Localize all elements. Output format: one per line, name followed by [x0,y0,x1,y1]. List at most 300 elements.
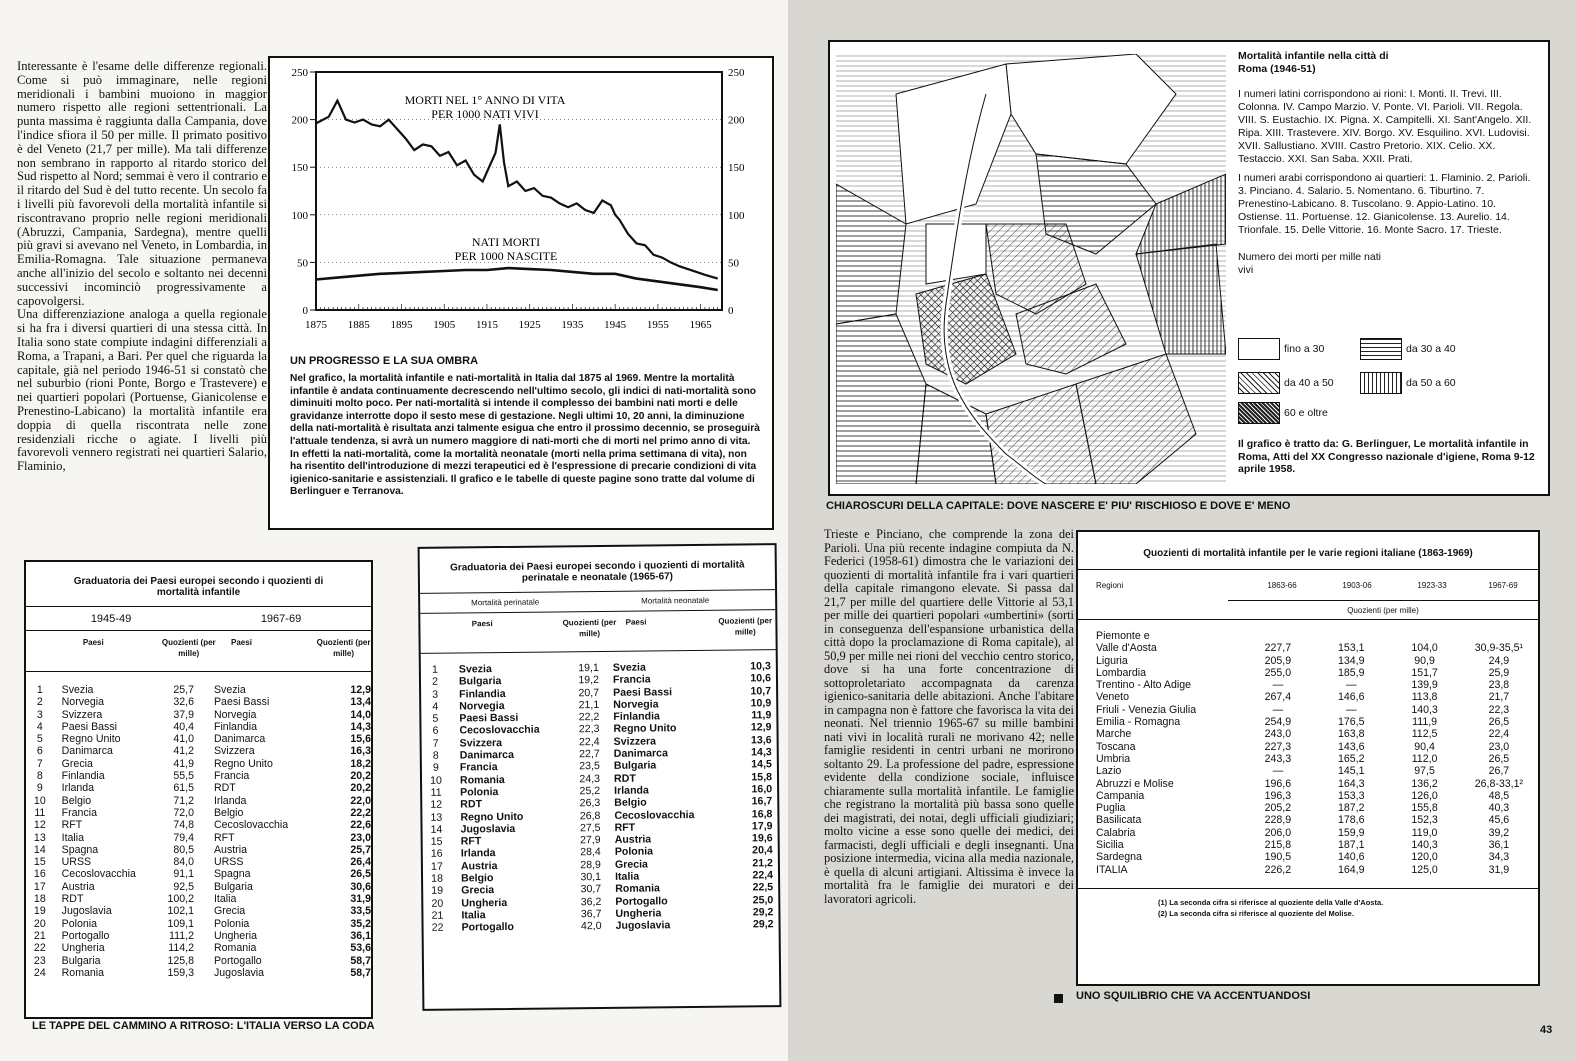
value-cell: 26,5 [350,868,371,881]
value-cell: 140,6 [1337,851,1365,864]
rank-cell: 19 [33,905,46,918]
end-mark [1054,994,1063,1003]
table-body [26,684,371,979]
x-tick-label: 1935 [561,319,584,331]
value-cell: 20,4 [752,844,773,857]
period-header: 1945-49 [90,613,132,625]
table-row [26,955,371,967]
y-tick-label-right: 50 [728,257,739,270]
value-cell: 159,9 [1337,826,1365,839]
table-row [1078,851,1538,863]
value-cell: 22,2 [350,806,371,819]
mortality-line-chart [270,58,772,358]
value-cell: 125,0 [1411,863,1438,876]
column-header: 1967-69 [1488,581,1518,590]
rank-cell: 12 [33,819,46,832]
table-row [26,721,371,733]
rank-cell: 20 [33,917,46,930]
table-row [1078,790,1538,802]
value-cell: 30,6 [350,880,371,893]
value-cell: 14,3 [350,720,371,733]
value-cell: 22,4 [1488,728,1510,741]
table-row [1078,667,1538,679]
rank-cell: 11 [430,786,442,799]
value-cell: 19,6 [751,832,773,845]
value-cell: 25,7 [173,684,194,696]
country-cell: Portogallo [61,929,110,942]
value-cell: 84,0 [173,856,194,869]
x-tick-label: 1895 [390,319,413,331]
country-cell: Italia [614,870,640,883]
country-cell: Francia [612,673,651,687]
value-cell: 112,5 [1411,728,1438,741]
rank-cell: 1 [36,684,43,696]
value-cell: 74,8 [173,819,194,832]
value-cell: 163,8 [1337,728,1365,741]
legend-item: fino a 30 [1238,338,1324,360]
value-cell: 25,0 [752,893,774,907]
value-cell: 41,9 [173,757,194,770]
rank-cell: 3 [432,688,439,701]
rank-cell: 9 [36,782,43,795]
value-cell: 114,2 [168,942,194,955]
column-header: 1903-06 [1342,581,1372,590]
value-cell: 24,3 [579,772,601,785]
value-cell: 185,9 [1337,666,1365,679]
legend-item: da 30 a 40 [1360,338,1456,360]
table-body [1078,630,1538,876]
value-cell: 111,2 [169,929,194,942]
map-text: I numeri arabi corrispondono ai quartieri: 1. Flaminio. 2. Parioli. 3. Pinciano. 4. Salario. 5. Nomentano. 6. Tiburtino. 7. Prenestino-Labicano. 8. Tuscolano. 9. Appio-Latino. 10. Ostiense. 11. Portuense. 12. Gianicolense. 13. Aurelio. 14. Trionfale. 15. Delle Vittorie. 16. Monte Sacro. 17. Trieste. [1238,172,1531,236]
value-cell: 25,9 [1488,666,1510,679]
rank-cell: 14 [430,823,443,836]
value-cell: 40,3 [1488,802,1510,815]
value-cell: 28,9 [580,858,601,871]
country-cell: Regno Unito [460,810,524,824]
value-cell: 39,2 [1488,826,1510,839]
region-cell: Calabria [1096,826,1136,839]
region-cell: Sardegna [1096,851,1142,864]
value-cell: 155,8 [1411,802,1438,815]
country-cell: Polonia [614,845,654,859]
value-cell: 48,5 [1488,789,1510,802]
rank-cell: 6 [36,745,43,758]
value-cell: 12,9 [350,684,371,696]
legend-swatch [1360,338,1402,360]
map-text: I numeri latini corrispondono ai rioni: I. Monti. II. Trevi. III. Colonna. IV. Campo Marzio. V. Ponte. VI. Parioli. VII. Regola. VIII. S. Eustachio. IX. Pigna. X. Campitelli. XI. Sant'Angelo. XII. Ripa. XIII. Trastevere. XIV. Borgo. XV. Esquilino. XVI. Ludovisi. XVII. Sallustiano. XVIII. Castro Pretorio. XIX. Celio. XX. Testaccio. XXI. San Saba. XXII. Prati. [1238,88,1532,165]
country-cell: Norvegia [459,699,505,713]
country-cell: Francia [459,761,498,774]
table-title: Graduatoria dei Paesi europei secondo i quozienti di mortalità perinatale e neonatale (1965-67) [449,559,745,584]
value-cell: 33,5 [350,905,371,918]
y-tick-label-right: 100 [728,209,745,222]
table-title: Graduatoria dei Paesi europei secondo i quozienti di mortalità infantile [73,576,324,598]
value-cell: — [1345,703,1357,716]
country-cell: Spagna [61,843,99,856]
value-cell: 58,7 [350,966,371,979]
infant-mortality-ranking-table [24,560,373,1019]
country-cell: Finlandia [613,710,660,724]
value-cell [1389,630,1459,642]
country-cell: Jugoslavia [213,966,265,979]
value-cell: 22,3 [1488,703,1510,716]
rank-cell: 1 [431,663,438,676]
y-tick-label-right: 150 [728,162,745,175]
map-title: Mortalità infantile nella città di Roma (1946-51) [1238,50,1389,75]
value-cell: 72,0 [173,806,194,819]
value-cell: 187,1 [1337,839,1365,852]
value-cell: 111,9 [1412,716,1438,729]
country-cell: Svezia [458,663,492,676]
table-row [26,942,371,954]
country-cell: Svezia [61,684,94,696]
value-cell: 30,1 [580,871,602,884]
country-cell: Grecia [614,858,648,871]
region-cell: Sicilia [1096,839,1124,852]
table-row [1078,814,1538,826]
country-cell: Romania [459,773,505,787]
value-cell: 29,2 [752,918,774,931]
value-cell: 36,1 [1488,839,1510,852]
region-cell: Lazio [1096,765,1122,778]
y-tick-label: 100 [291,209,308,222]
column-header: Quozienti (per mille) [562,617,617,639]
rank-cell: 22 [33,942,46,955]
subheader: Quozienti (per mille) [1347,606,1419,615]
country-cell: Danimarca [459,748,515,762]
value-cell: 92,5 [173,880,194,893]
region-cell: Emilia - Romagna [1096,716,1181,729]
right-page [788,0,1576,1061]
table-row [26,918,371,930]
rank-cell: 14 [33,843,46,856]
value-cell: 34,3 [1488,851,1510,864]
table-row [1078,630,1538,642]
x-tick-label: 1915 [475,319,498,331]
country-cell: Norvegia [613,698,659,711]
country-cell: Polonia [213,917,250,930]
value-cell: — [1272,679,1284,692]
value-cell: 30,9-35,5¹ [1474,642,1524,655]
value-cell: 26,3 [579,797,601,810]
y-tick-label: 200 [291,114,308,127]
value-cell: 145,1 [1337,765,1365,778]
map-heading: CHIAROSCURI DELLA CAPITALE: DOVE NASCERE E' PIU' RISCHIOSO E DOVE E' MENO [826,500,1291,512]
value-cell: 196,3 [1264,789,1292,802]
value-cell: 97,5 [1414,765,1435,778]
legend-title: Numero dei morti per mille nati vivi [1238,251,1381,276]
region-cell: Liguria [1096,654,1128,667]
country-cell: Polonia [61,917,97,930]
rank-cell: 22 [431,921,444,934]
value-cell: 16,3 [350,745,371,758]
x-tick-label: 1875 [305,319,327,331]
value-cell: 26,5 [1488,752,1510,765]
country-cell: Regno Unito [213,757,273,770]
value-cell: 28,4 [580,846,601,859]
rank-cell: 7 [36,757,43,770]
country-cell: Jugoslavia [460,822,516,836]
value-cell: 243,3 [1264,752,1292,765]
value-cell: 29,2 [752,906,774,919]
value-cell: 243,0 [1264,728,1292,741]
value-cell: 22,5 [752,881,774,894]
series-label: NATI MORTI [471,235,541,249]
value-cell: 22,3 [578,723,600,736]
value-cell: 206,0 [1264,826,1292,839]
value-cell: 25,7 [350,843,371,856]
country-cell: Cecoslovacchia [61,868,136,881]
country-cell: Paesi Bassi [213,696,270,709]
legend-swatch [1360,372,1402,394]
rank-cell: 15 [33,856,46,869]
country-cell: Austria [61,880,95,893]
rank-cell: 3 [36,708,43,721]
value-cell: 22,2 [578,711,600,724]
country-cell: Norvegia [213,708,257,721]
value-cell: 16,0 [751,783,773,796]
rank-cell: 9 [432,762,439,775]
region-cell: Trentino - Alto Adige [1096,679,1192,692]
value-cell: 159,3 [167,966,194,979]
table-row [26,684,371,696]
region-cell: Basilicata [1096,814,1142,827]
stillbirth-line [316,268,718,290]
value-cell: 21,2 [752,856,773,870]
value-cell [1313,630,1389,642]
country-cell: Danimarca [61,745,113,758]
value-cell: 22,0 [350,794,371,807]
country-cell: Ungheria [461,896,508,910]
country-cell: Bulgaria [613,759,657,773]
paragraph: Trieste e Pinciano, che comprende la zona dei Parioli. Una più recente indagine compiuta da N. Federici (1958-61) dimostra che le variazioni dei quozienti di mortalità infantile fra i vari quartieri della capitale rimangono elevate. Si passa dal 21,7 per mille del quartiere delle Vittorie al 53,1 per mille dei quartieri popolari «umbertini» (sorti in conseguenza dell'espansione urbanistica della città dopo la proclamazione di Roma capitale), al 50,9 per mille nei rioni del vecchio centro storico, dove si ha una forte concentrazione di sottoproletariato accompagnata da carenza igienico-sanitaria delle abitazioni. Anche l'abitare in campagna non è fattore che favorisca la vita dei neonati. Nel triennio 1965-67 su mille bambini nati vivi in località rurali ne morivano 42; nelle famiglie residenti in centri urbani ne morirono soltanto 29. La professione del padre, espressione evidente della condizione sociale, influisce chiaramente sulla mortalità infantile. Le famiglie che registrano la mortalità più bassa sono quelle dei magistrati, dei notai, degli ufficiali giudiziari; molto vicine a esse sono quelle dei medici, dei farmacisti, degli ufficiali e degli insegnanti. Una posizione intermedia, vicina alla media nazionale, è quella di alcuni artigiani. Altissima è invece la mortalità fra le famiglie dei muratori e dei lavoratori agricoli. [824,527,1074,906]
map-source: Il grafico è tratto da: G. Berlinguer, Le mortalità infantile in Roma, Atti del XX Congresso nazionale d'igiene, Roma 9-12 aprile 1958. [1238,438,1535,475]
value-cell: 27,5 [579,821,601,835]
value-cell: 30,7 [580,883,602,896]
page-number: 43 [1540,1024,1553,1036]
legend-swatch [1238,338,1280,360]
chart-caption: Nel grafico, la mortalità infantile e nati-mortalità in Italia dal 1875 al 1969. Mentre la mortalità infantile è andata continuamente decrescendo nell'ultimo secolo, gli indici di nati-mortalità sono diminuiti molto poco. Per nati-mortalità si intende il complesso dei bambini nati morti e delle gravidanze interrotte dopo il sesto mese di gestazione. Negli ultimi 10, 20 anni, la diminuzione della nati-mortalità è risultata anzi talmente esigua che entro il prossimo decennio, se proseguirà l'attuale tendenza, si avrà un numero maggiore di nati-morti che di morti nel primo anno di vita. In effetti la nati-mortalità, come la mortalità neonatale (morti nella prima settimana di vita), non ha risentito dell'introduzione di mezzi terapeutici ed è l'espressione di precarie condizioni di vita igienico-sanitarie e assistenziali. Il grafico e le tabelle di queste pagine sono tratte dal volume di Berlinguer e Terranova. [290,373,760,498]
country-cell: Polonia [460,786,499,799]
country-cell: RDT [213,782,236,795]
value-cell: — [1272,765,1284,778]
country-cell: RFT [460,835,482,848]
table-row [26,807,371,819]
value-cell: 113,8 [1411,691,1438,704]
rank-cell: 6 [432,725,439,738]
table-row [1078,778,1538,790]
rank-cell: 8 [432,749,439,762]
value-cell: 25,2 [579,784,601,798]
country-cell: Ungheria [213,929,257,942]
country-cell: URSS [213,856,244,869]
value-cell: 15,6 [350,733,371,746]
group-header: Mortalità perinatale [471,597,540,608]
period-header: 1967-69 [260,613,302,625]
column-header: Paesi [231,638,252,647]
table-row [26,967,371,979]
value-cell: 178,6 [1337,814,1365,827]
value-cell: 27,9 [579,834,601,847]
table-row [1078,716,1538,728]
rank-cell: 21 [431,909,444,922]
table-row [26,856,371,868]
group-header: Mortalità neonatale [641,595,710,606]
value-cell: 31,9 [350,893,371,906]
table-row [1078,728,1538,740]
note: (2) La seconda cifra si riferisce al quoziente del Molise. [1158,908,1354,918]
right-body-text [824,528,1074,1002]
country-cell: Italia [213,893,237,906]
region-cell: Puglia [1096,802,1126,815]
value-cell: 42,0 [580,920,602,933]
country-cell: Francia [213,770,250,783]
table-row [1078,753,1538,765]
y-tick-label: 50 [297,257,308,270]
rank-cell: 20 [431,897,444,910]
country-cell: RFT [61,819,83,832]
value-cell: 31,9 [1488,863,1510,876]
table-row [26,795,371,807]
value-cell: 226,2 [1264,863,1292,876]
series-label: PER 1000 NASCITE [454,249,558,263]
country-cell: Paesi Bassi [459,712,519,725]
legend-swatch [1238,372,1280,394]
value-cell [1460,630,1538,642]
value-cell: 61,5 [173,782,194,795]
country-cell: Italia [461,909,486,922]
value-cell: 215,8 [1264,839,1292,852]
value-cell: 109,1 [167,917,194,930]
value-cell: 80,5 [173,843,194,856]
value-cell: 36,7 [580,907,602,921]
table-row [26,930,371,942]
table-row [1078,839,1538,851]
value-cell: 23,8 [1488,679,1510,692]
value-cell: 254,9 [1264,716,1292,729]
rank-cell: 13 [430,811,443,824]
value-cell: 26,4 [350,856,371,869]
value-cell: 91,1 [173,868,194,881]
rank-cell: 7 [432,737,439,750]
value-cell: — [1345,679,1357,692]
value-cell: 10,6 [750,672,772,685]
value-cell: 22,7 [579,748,600,761]
value-cell: 102,1 [167,905,194,918]
value-cell: 267,4 [1264,691,1292,704]
table-row [26,881,371,893]
country-cell: Austria [213,843,247,856]
rank-cell: 13 [33,831,46,844]
value-cell: 112,0 [1411,752,1438,765]
country-cell: Portogallo [461,921,515,934]
value-cell: 55,5 [173,770,194,783]
country-cell: Romania [61,966,105,979]
country-cell: Francia [61,806,97,819]
rank-cell: 4 [432,700,439,713]
country-cell: Belgio [614,796,647,810]
value-cell: 79,4 [173,831,194,844]
value-cell: 140,3 [1411,839,1438,852]
country-cell: Svezia [213,684,246,696]
value-cell: 22,4 [578,735,600,748]
region-cell: Toscana [1096,740,1136,753]
column-header: 1863-66 [1267,581,1297,590]
value-cell: 41,0 [173,733,194,746]
country-cell: Finlandia [459,687,506,701]
region-cell: ITALIA [1096,863,1128,876]
rank-cell: 21 [33,929,46,942]
value-cell: 37,9 [173,708,194,721]
legend-item: da 40 a 50 [1238,372,1334,394]
rank-cell: 18 [431,872,444,885]
region-cell: Lombardia [1096,666,1147,679]
country-cell: Paesi Bassi [61,720,118,733]
value-cell: 90,9 [1414,654,1435,667]
rank-cell: 4 [36,720,43,733]
table-row [26,758,371,770]
paragraph: Una differenziazione analoga a quella regionale si ha fra i diversi quartieri di una stessa città. In Italia sono state compiute indagini differenziali a Roma, a Trapani, a Bari. Per quel che riguarda la capitale, già nel periodo 1946-51 si constatò che nel suburbio (rioni Ponte, Borgo e Trastevere) e nei quartieri popolari (Portuense, Gianicolense e Prenestino-Labicano) la mortalità infantile era doppia di quella riscontrata nelle zone residenziali ricche o agiate. I livelli più favorevoli vennero registrati nei quartieri Salario, Flaminio, [17,307,267,474]
column-header: Quozienti (per mille) [316,638,371,658]
value-cell: 23,5 [579,760,600,773]
value-cell: 153,3 [1337,789,1365,802]
region-cell: Friuli - Venezia Giulia [1096,703,1197,716]
value-cell: 164,3 [1337,777,1365,790]
value-cell: 143,6 [1337,740,1365,753]
value-cell: 26,7 [1488,765,1510,778]
value-cell: 22,4 [752,869,774,882]
value-cell: 10,3 [750,660,771,673]
table-row [26,696,371,708]
column-header: Paesi [625,617,647,627]
country-cell: Irlanda [614,784,649,797]
country-cell: RDT [460,798,483,811]
rank-cell: 24 [33,966,46,979]
country-cell: Cecoslovacchia [213,819,289,832]
value-cell: 32,6 [173,696,194,709]
chart-caption-block [290,355,760,499]
country-cell: Belgio [460,872,494,885]
legend-item: da 50 a 60 [1360,372,1456,394]
column-header: Quozienti (per mille) [718,616,773,637]
rank-cell: 17 [33,880,46,893]
country-cell: Bulgaria [458,675,502,688]
value-cell: 71,2 [173,794,194,807]
country-cell: Danimarca [213,733,266,746]
y-tick-label: 0 [302,305,308,317]
value-cell: 176,5 [1337,716,1365,729]
value-cell: 187,2 [1337,802,1365,815]
country-cell: Ungheria [615,907,662,920]
note: (1) La seconda cifra si riferisce al quoziente della Valle d'Aosta. [1158,897,1384,907]
value-cell: 19,2 [578,674,600,687]
region-cell: Piemonte e [1096,630,1150,642]
column-header: Regioni [1096,581,1124,590]
table-row [1078,704,1538,716]
value-cell: 16,8 [751,807,773,820]
chart-title: UN PROGRESSO E LA SUA OMBRA [290,355,479,367]
value-cell: 125,8 [167,954,194,967]
value-cell: 90,4 [1414,740,1435,753]
rank-cell: 8 [36,770,43,783]
value-cell: 205,9 [1264,654,1292,667]
region-cell: Valle d'Aosta [1096,642,1157,655]
table-row [1078,655,1538,667]
chart-box [268,56,774,530]
country-cell: Danimarca [613,747,669,760]
regional-mortality-table [1076,530,1540,986]
value-cell: 40,4 [173,720,194,733]
